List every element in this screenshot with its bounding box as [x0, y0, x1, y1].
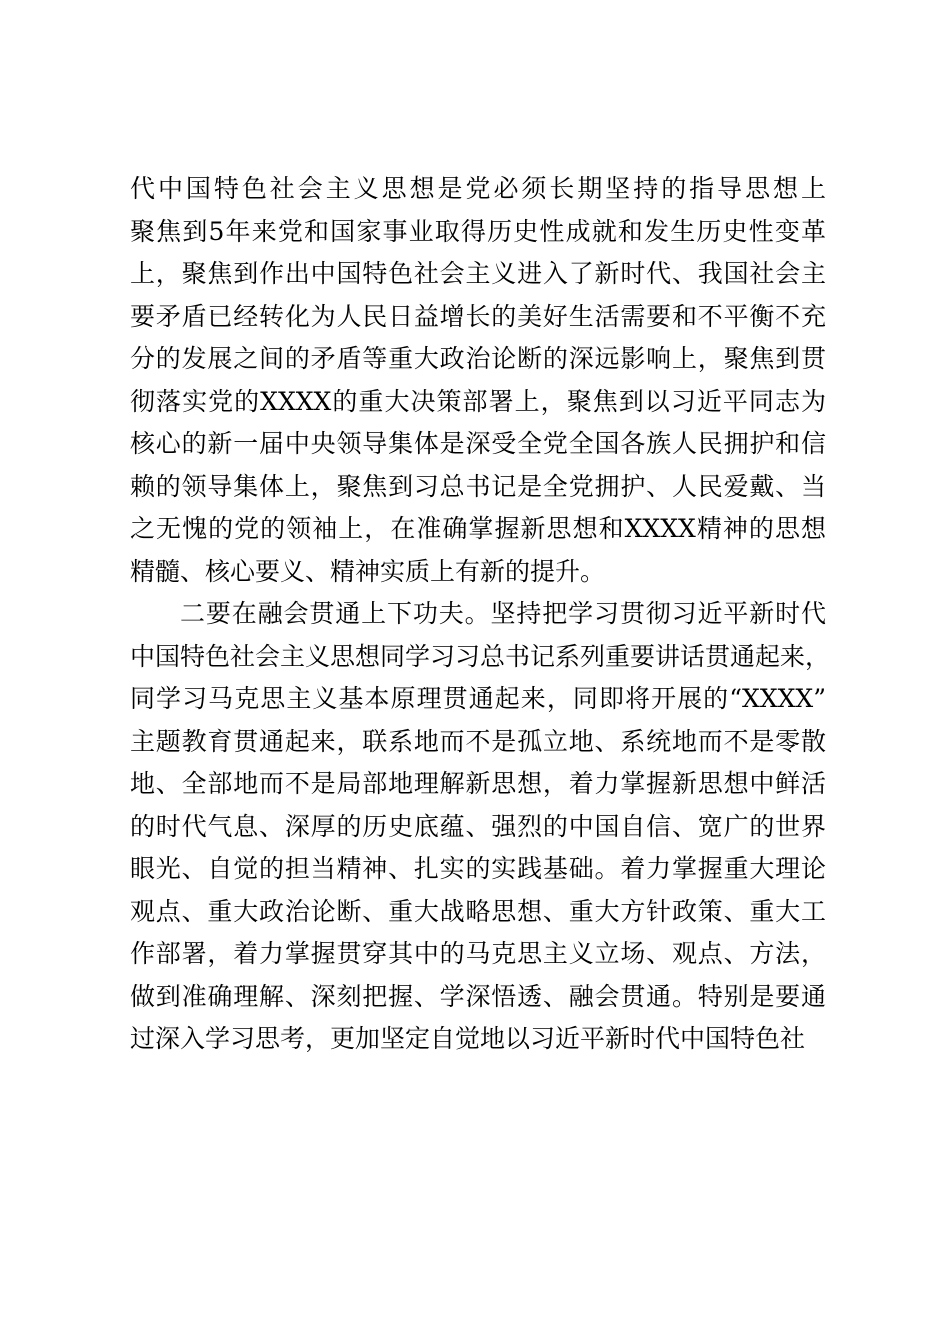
- text-line: 赖的领导集体上，聚焦到习总书记是全党拥护、人民爱戴、当: [130, 471, 826, 501]
- text-line: 上，聚焦到作出中国特色社会主义进入了新时代、我国社会主: [130, 259, 826, 288]
- text-line: 彻落实党的XXXX的重大决策部署上，聚焦到以习近平同志为: [130, 386, 826, 416]
- text-line: 二要在融会贯通上下功夫。坚持把学习贯彻习近平新时代: [180, 599, 826, 628]
- text-line: 眼光、自觉的担当精神、扎实的实践基础。着力掌握重大理论: [130, 854, 826, 883]
- text-line: 核心的新一届中央领导集体是深受全党全国各族人民拥护和信: [130, 429, 826, 458]
- paragraph-2: [130, 593, 831, 1061]
- text-line: 做到准确理解、深刻把握、学深悟透、融会贯通。特别是要通: [130, 981, 826, 1011]
- text-line: 要矛盾已经转化为人民日益增长的美好生活需要和不平衡不充: [130, 301, 826, 331]
- text-line: 分的发展之间的矛盾等重大政治论断的深远影响上，聚焦到贯: [130, 344, 826, 373]
- text-line: 同学习马克思主义基本原理贯通起来，同即将开展的“XXXX”: [130, 684, 826, 713]
- text-line: 代中国特色社会主义思想是党必须长期坚持的指导思想上: [130, 174, 826, 203]
- text-line: 观点、重大政治论断、重大战略思想、重大方针政策、重大工: [130, 896, 826, 926]
- text-line: 的时代气息、深厚的历史底蕴、强烈的中国自信、宽广的世界: [130, 811, 826, 841]
- text-line: 主题教育贯通起来，联系地而不是孤立地、系统地而不是零散: [130, 726, 826, 756]
- text-line: 过深入学习思考，更加坚定自觉地以习近平新时代中国特色社: [130, 1024, 806, 1053]
- text-line: 地、全部地而不是局部地理解新思想，着力掌握新思想中鲜活: [130, 769, 826, 798]
- text-line: 作部署，着力掌握贯穿其中的马克思主义立场、观点、方法，: [130, 939, 826, 968]
- document-body: [130, 168, 831, 1061]
- text-line: 中国特色社会主义思想同学习习总书记系列重要讲话贯通起来，: [130, 641, 831, 671]
- text-line: 精髓、核心要义、精神实质上有新的提升。: [130, 556, 606, 586]
- text-line: 之无愧的党的领袖上，在准确掌握新思想和XXXX精神的思想: [130, 514, 826, 543]
- paragraph-1: [130, 168, 826, 593]
- text-line: 聚焦到5年来党和国家事业取得历史性成就和发生历史性变革: [130, 216, 826, 246]
